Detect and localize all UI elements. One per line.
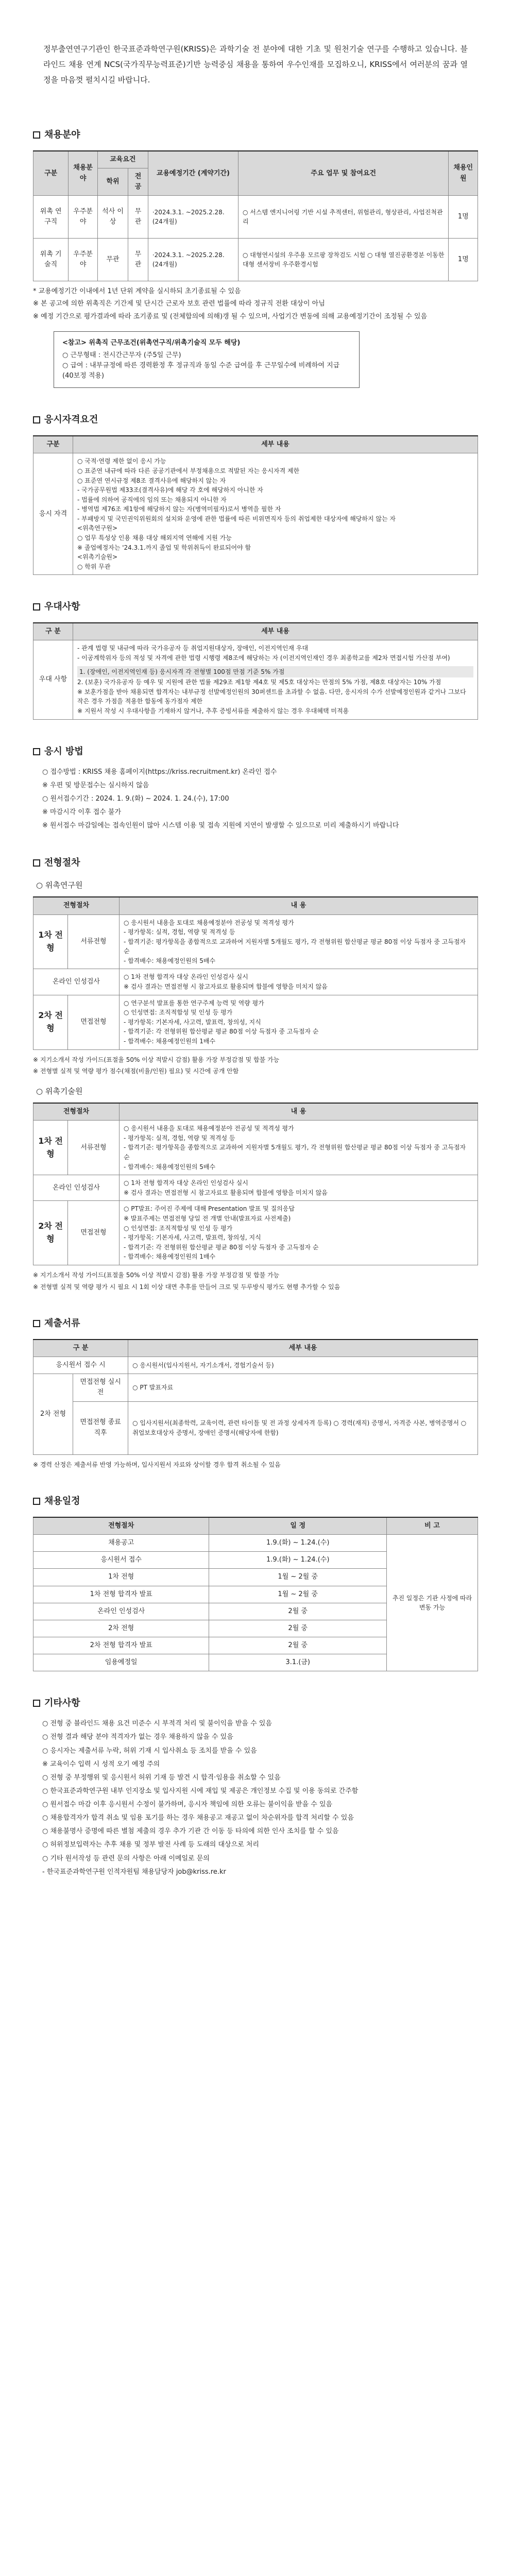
section-recruit: [33, 128, 478, 388]
section-schedule: [33, 1494, 478, 1671]
square-bullet-icon: [33, 131, 40, 139]
table-row: 위촉 기술직 우주분야 무관 무관 ·2024.3.1. ~2025.2.28. (24개월) ○ 대형연시설의 우주용 모르팡 장착검도 시험 ○ 대형 열진공환경분 이동한 대형 센서장비 우주환경시험 1명: [33, 239, 478, 281]
section-title: 채용분야: [33, 128, 478, 142]
section-apply: 응시 방법 ○ 접수방법 : KRISS 채용 홈페이지(https://kriss.recruitment.kr) 온라인 접수 ※ 우편 및 방문접수는 실시하지 않음 ○ 원서접수기간 : 2024. 1. 9.(화) ~ 2024. 1. 24.(수), 17:00 ※ 마감시각 이후 접수 불가 ※ 원서접수 마감일에는 접속인원이 많아 시스템 이용 및 접속 지원에 지연이 발생할 수 있으므로 미리 제출하시기 바랍니다: [33, 744, 478, 832]
qualification-table: 구분 세부 내용 응시 자격 ○ 국적·연령 제한 없이 응시 가능 ○ 표준연 내규에 따라 다른 공공기관에서 부정채용으로 적발된 자는 응시자격 제한 ○ 표준연 연시규정 제8조 결격사유에 해당하지 않는 자 - 국가공무원법 제33조(결격사유)에 해당 각 호에 해당하지 아니한 자 - 법률에 의하여 공직에의 임의 또는 채용되지 아니한 자 - 병역법 제76조 제1항에 해당하지 않는 자(병역미필자)로서 병역을 필한 자 - 부패방지 및 국민권익위원회의 설치와 운영에 관한 법률에 따른 비위면직자 등의 취업제한 대상자에 해당하지 않는 자 <위촉연구원> ○ 업무 특성상 인용 채용 대상 해외지역 연해에 지원 가능 ※ 졸업예정자는 '24.3.1.까지 졸업 및 학위취득이 완료되어야 함 <위촉기술원> ○ 학위 무관: [33, 435, 478, 575]
section-documents: 제출서류 구 분 세부 내용 응시원서 접수 시 ○ 응시원서(입사지원서, 자기소개서, 경험기술서 등) 2차 전형 면접전형 실시 전 ○ PT 발표자료 면접전형 종료 직후 ○ 입사지원서(최종학력, 교육이력, 관련 타이틀 및 전 과정 상세자격 등록) ○ 경력(재직) 증명서, 자격증 사본, 병역증명서 ○ 취업보호대상자 증명서, 장애인 증명서(해당자에 한함) ※ 경력 산정은 제출서류 반영 가능하며, 입사지원서 자료와 상이할 경우 합격 취소될 수 있음: [33, 1316, 478, 1469]
process-table-research: 전형절차 내 용 1차 전형 서류전형 ○ 응시원서 내용을 토대로 채용예정분야 전공성 및 적격성 평가 - 평가항목: 실적, 경험, 역량 및 적격성 등 - 합격기준: 평가항목을 종합적으로 교과하여 지원자별 5개월도 평가, 각 전형위원 합산평균 평균 80점 이상 득점자 중 고득점자 순 - 합격배수: 채용예정인원의 5배수 온라인 인성검사 ○ 1차 전형 합격자 대상 온라인 인성검사 실시 ※ 검사 결과는 면접전형 시 참고자료로 활용되며 합불에 영향을 미치지 않음 2차 전형 면접전형 ○ 연구분석 발표를 통한 연구주제 능력 및 역량 평가 ○ 인성면접: 조직적합성 및 인성 등 평가 - 평가항목: 기본자세, 사고력, 발표력, 창의성, 지식 - 합격기준: 각 전형위원 합산평균 평균 80점 이상 득점자 중 고득점자 순 - 합격배수: 채용예정인원의 1배수: [33, 896, 478, 1049]
process-table-technical: 전형절차 내 용 1차 전형 서류전형 ○ 응시원서 내용을 토대로 채용예정분야 전공성 및 적격성 평가 - 평가항목: 실적, 경험, 역량 및 적격성 등 - 합격기준: 평가항목을 종합적으로 교과하여 지원자별 5개월도 평가, 각 전형위원 합산평균 평균 80점 이상 득점자 중 고득점자 순 - 합격배수: 채용예정인원의 5배수 온라인 인성검사 ○ 1차 전형 합격자 대상 온라인 인성검사 실시 ※ 검사 결과는 면접전형 시 참고자료로 활용되며 합불에 영향을 미치지 않음 2차 전형 면접전형 ○ PT발표: 주어진 주제에 대해 Presentation 발표 및 질의응답 ※ 발표주제는 면접전형 당일 전 개별 안내(발표자료 사전제출) ○ 인성면접: 조직적합성 및 인성 등 평가 - 평가항목: 기본자세, 사고력, 발표력, 창의성, 지식 - 합격기준: 각 전형위원 합산평균 평균 80점 이상 득점자 중 고득점자 순 - 합격배수: 채용예정인원의 1배수: [33, 1103, 478, 1265]
header-count: 채용인원: [449, 151, 478, 196]
square-bullet-icon: [33, 859, 40, 867]
schedule-table: 전형절차 일 정 비 고 채용공고 1.9.(화) ~ 1.24.(수) 추진 일정은 기관 사정에 따라 변동 가능 응시원서 접수 1.9.(화) ~ 1.24.(수) 1차 전형 1월 ~ 2월 중 1차 전형 합격자 발표 1월 ~ 2월 중 온라인 인성검사 2월 중 2차 전형 2월 중 2차 전형 합격자 발표 2월 중 임용예정일 3.1.(금): [33, 1517, 478, 1671]
square-bullet-icon: [33, 1498, 40, 1505]
header-field: 채용분야: [69, 151, 97, 196]
intro-paragraph: 정부출연연구기관인 한국표준과학연구원(KRISS)은 과학기술 전 분야에 대한 기초 및 원천기술 연구를 수행하고 있습니다. 블라인드 채용 연계 NCS(국가직무능력표준)기반 능력중심 채용을 통하여 우수인재를 모집하오니, KRISS에서 여러분의 꿈과 열정을 마음껏 펼치시길 바랍니다.: [43, 44, 468, 84]
sub-title-technical: ○ 위촉기술원: [36, 1086, 83, 1096]
header-major: 전공: [128, 168, 148, 196]
square-bullet-icon: [33, 748, 40, 755]
table-row: 위촉 연구직 우주분야 석사 이상 무관 ·2024.3.1. ~2025.2.28. (24개월) ○ 서스템 엔지니어링 기반 시설 추적센터, 위험관리, 형상관리, 사업진척관리 1명: [33, 196, 478, 239]
section-title: 기타사항: [33, 1696, 478, 1710]
header-degree: 학위: [97, 168, 128, 196]
section-title: 응시자격요건: [33, 413, 478, 427]
section-title: 제출서류: [33, 1316, 478, 1331]
work-conditions-box: <참고> 위촉직 근무조건(위촉연구직/위촉기술직 모두 해당) ○ 근무형태 : 전시간근무자 (주5일 근무) ○ 급여 : 내부규정에 따른 경력환정 후 정규직과 동일 수준 급여를 후 근무일수에 비례하여 지급 (40보정 적용): [54, 331, 360, 388]
section-title: 응시 방법: [33, 744, 478, 759]
square-bullet-icon: [33, 1320, 40, 1327]
header-edu: 교육요건: [97, 151, 148, 168]
header-period: 교용예정기간 (계약기간): [148, 151, 238, 196]
recruit-table: [33, 150, 478, 281]
square-bullet-icon: [33, 603, 40, 611]
section-process: 전형절차 ○ 위촉연구원 전형절차 내 용 1차 전형 서류전형 ○ 응시원서 내용을 토대로 채용예정분야 전공성 및 적격성 평가 - 평가항목: 실적, 경험, 역량 및 적격성 등 - 합격기준: 평가항목을 종합적으로 교과하여 지원자별 5개월도 평가, 각 전형위원 합산평균 평균 80점 이상 득점자 중 고득점자 순 - 합격배수: 채용예정인원의 5배수 온라인 인성검사 ○ 1차 전형 합격자 대상 온라인 인성검사 실시 ※ 검사 결과는 면접전형 시 참고자료로 활용되며 합불에 영향을 미치지 않음 2차 전형 면접전형 ○ 연구분석 발표를 통한 연구주제 능력 및 역량 평가 ○ 인성면접: 조직적합성 및 인성 등 평가 - 평가항목: 기본자세, 사고력, 발표력, 창의성, 지식 - 합격기준: 각 전형위원 합산평균 평균 80점 이상 득점자 중 고득점자 순 - 합격배수: 채용예정인원의 1배수 ※ 지기소개서 작성 가이드(표절율 50% 이상 적발시 감점) 활용 가장 부정감점 및 합불 가능 ※ 전형별 실적 및 역량 평가 점수(채점(비율/인원) 필요) 및 시간에 공개 안함 ○ 위촉기술원 전형절차 내 용 1차 전형 서류전형 ○ 응시원서 내용을 토대로 채용예정분야 전공성 및 적격성 평가 - 평가항목: 실적, 경험, 역량 및 적격성 등 - 합격기준: 평가항목을 종합적으로 교과하여 지원자별 5개월도 평가, 각 전형위원 합산평균 평균 80점 이상 득점자 중 고득점자 순 - 합격배수: 채용예정인원의 5배수 온라인 인성검사 ○ 1차 전형 합격자 대상 온라인 인성검사 실시 ※ 검사 결과는 면접전형 시 참고자료로 활용되며 합불에 영향을 미치지 않음 2차 전형 면접전형 ○ PT발표: 주어진 주제에 대해 Presentation 발표 및 질의응답 ※ 발표주제는 면접전형 당일 전 개별 안내(발표자료 사전제출) ○ 인성면접: 조직적합성 및 인성 등 평가 - 평가항목: 기본자세, 사고력, 발표력, 창의성, 지식 - 합격기준: 각 전형위원 합산평균 평균 80점 이상 득점자 중 고득점자 순 - 합격배수: 채용예정인원의 1배수 ※ 지기소개서 작성 가이드(표절율 50% 이상 적발시 감점) 활용 가장 부정감점 및 합불 가능 ※ 전형별 실적 및 역량 평가 시 필요 시 1회 이상 대면 추후를 만들어 크로 및 두루방식 평가도 현행 추가할 수 있음: [33, 856, 478, 1292]
documents-table: 구 분 세부 내용 응시원서 접수 시 ○ 응시원서(입사지원서, 자기소개서, 경험기술서 등) 2차 전형 면접전형 실시 전 ○ PT 발표자료 면접전형 종료 직후 ○ 입사지원서(최종학력, 교육이력, 관련 타이틀 및 전 과정 상세자격 등록) ○ 경력(재직) 증명서, 자격증 사본, 병역증명서 ○ 취업보호대상자 증명서, 장애인 증명서(해당자에 한함): [33, 1339, 478, 1455]
recruit-notes: * 교용예정기간 이내에서 1년 단위 계약을 실시하되 초기종료될 수 있음 ※ 본 공고에 의한 위촉직은 기간제 및 단시간 근로자 보호 관련 법률에 따라 정규직 전환 대상이 아님 ※ 예정 기간으로 평가결과에 따라 조기종료 및 (전체합의에 의해)갱 될 수 있으며, 사업기간 변동에 의해 교용예정기간이 조정될 수 있음: [33, 287, 428, 320]
sub-title-research: ○ 위촉연구원: [36, 880, 83, 890]
square-bullet-icon: [33, 1700, 40, 1707]
section-title: 전형절차: [33, 856, 478, 870]
section-title: 우대사항: [33, 600, 478, 614]
preference-table: 구 분 세부 내용 우대 사항 - 관계 법령 및 내규에 따라 국가유공자 등 취업지원대상자, 장애인, 이전지역인재 우대 - 이공계학위자 등의 적성 및 자격에 관한 법령 시행령 제8조에 해당하는 자 (이전지역인재인 경우 최종학교를 제2차 면접시험 가산점 부여) 1. (장애인, 이전지역인재 등) 응시자격 각 전형별 100점 만점 기준 5% 가점 2. (보훈) 국가유공자 등 예우 및 지원에 관한 법률 제29조 제1항 제4호 및 제5호 대상자는 만점의 5% 가점, 제8호 대상자는 10% 가점 ※ 보훈가점을 받아 채용되면 합격자는 내부규정 선발예정인원의 30퍼센트를 초과할 수 없음. 다만, 응시자의 수가 선발예정인원과 같거나 그보다 작은 경우 가점을 적용한 합동에 동가점자 제한 ※ 지원서 작성 시 우대사항을 기재하지 않거나, 추후 증빙서류를 제출하지 않는 경우 우대혜택 미적용: [33, 622, 478, 719]
section-title: 채용일정: [33, 1494, 478, 1509]
section-qualification: [33, 413, 478, 575]
section-preference: [33, 600, 478, 719]
section-etc: 기타사항 ○ 전형 중 블라인드 채용 요건 미준수 시 부적격 처리 및 불이익을 받을 수 있음 ○ 전형 결과 해당 분야 적격자가 없는 경우 채용하지 않을 수 있음 ○ 응시자는 제출서류 누락, 허위 기재 시 입사취소 등 조치를 받을 수 있음 ※ 교육이수 입력 시 성적 오기 예정 주의 ○ 전형 중 부정행위 및 응시원서 허위 기재 등 발견 시 합격·임용을 취소할 수 있음 ○ 한국표준과학연구원 내부 인지장소 및 입사지원 시에 재입 및 제공은 개인정보 수집 및 이용 동의로 간주함 ○ 원서접수 마감 이후 응시원서 수정이 불가하며, 응시자 책임에 의한 오류는 불이익을 받을 수 있음 ○ 채용합격자가 합격 취소 및 임용 포기를 하는 경우 채용공고 재공고 없이 차순위자를 합격 처리할 수 있음 ○ 채용불명사 증명에 따른 별첨 제출의 경우 추가 기관 간 이동 등 타의에 의한 인사 조치를 할 수 있음 ○ 허위정보입력자는 추후 채용 및 정부 발전 사례 등 도래의 대상으로 처리 ○ 기타 원서작성 등 관련 문의 사항은 아래 이메일로 문의 - 한국표준과학연구원 인적자원팀 채용담당자 job@kriss.re.kr: [33, 1696, 478, 1877]
header-type: 구분: [33, 151, 69, 196]
header-duties: 주요 업무 및 참여요건: [238, 151, 449, 196]
square-bullet-icon: [33, 416, 40, 423]
